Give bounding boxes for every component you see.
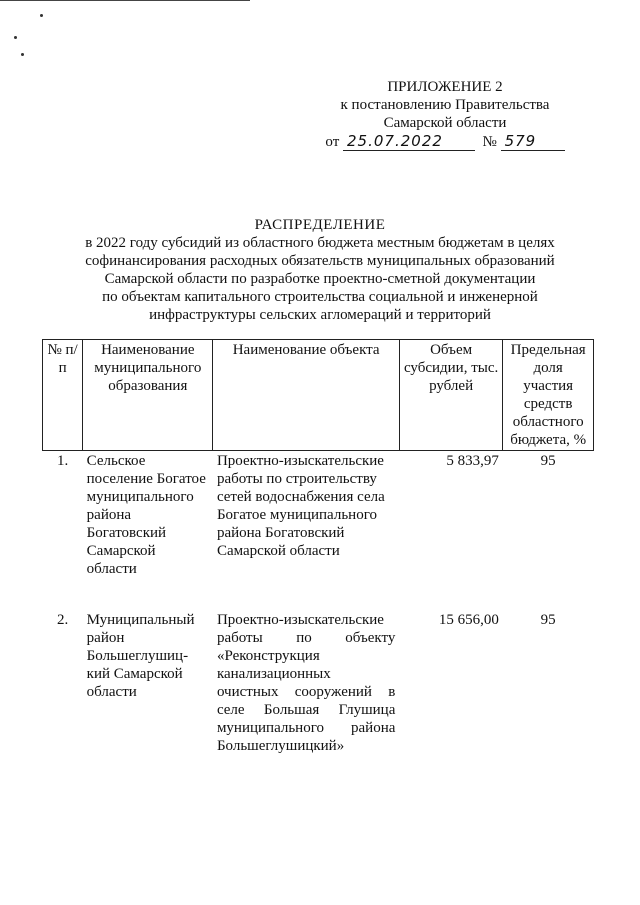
table-row — [43, 451, 594, 611]
table-row — [43, 610, 594, 756]
row-volume: 5 833,97 — [446, 453, 499, 469]
header-num: № п/п — [43, 340, 83, 451]
scan-edge-line — [0, 0, 250, 1]
subtitle-line: по объектам капитального строительства социальной и инженерной — [102, 289, 538, 305]
row-share: 95 — [540, 612, 556, 628]
row-num: 2. — [56, 612, 69, 628]
document-title — [40, 216, 600, 324]
appendix-from-row — [300, 132, 590, 151]
from-label: от — [325, 134, 340, 150]
scan-speck — [21, 53, 24, 56]
row-share: 95 — [540, 453, 556, 469]
handwritten-number: 579 — [501, 132, 565, 151]
scan-speck — [14, 36, 17, 39]
row-object: Проектно-изыскательские работы по объекту «Реконструкция канализационных очистных сооружений в селе Большая Глушица муниципального района Большеглушицкий» — [216, 612, 396, 754]
appendix-line2: Самарской области — [383, 115, 507, 131]
header-municipality: Наименование муниципального образования — [83, 340, 213, 451]
table-header-row — [43, 340, 594, 451]
subtitle-line: Самарской области по разработке проектно-сметной документации — [104, 271, 536, 287]
subtitle-line: в 2022 году субсидий из областного бюджета местным бюджетам в целях — [85, 235, 555, 251]
handwritten-date: 25.07.2022 — [343, 132, 475, 151]
row-object: Проектно-изыскательские работы по строительству сетей водоснабжения села Богатое муниципального района Богатовский Самарской области — [216, 453, 385, 559]
row-municipality: Муниципальный район Большеглушиц-кий Самарской области — [86, 612, 195, 700]
appendix-title: ПРИЛОЖЕНИЕ 2 — [387, 79, 503, 95]
appendix-header — [300, 78, 590, 151]
scan-speck — [40, 14, 43, 17]
subtitle-line: инфраструктуры сельских агломераций и территорий — [149, 307, 491, 323]
subtitle-line: софинансирования расходных обязательств муниципальных образований — [85, 253, 555, 269]
number-label: № — [482, 134, 497, 150]
document-heading: РАСПРЕДЕЛЕНИЕ — [254, 217, 386, 233]
header-object: Наименование объекта — [213, 340, 399, 451]
appendix-line1: к постановлению Правительства — [340, 97, 550, 113]
header-volume: Объем субсидии, тыс. рублей — [399, 340, 502, 451]
row-municipality: Сельское поселение Богатое муниципального района Богатовский Самарской области — [86, 453, 206, 577]
distribution-table — [42, 339, 594, 756]
row-volume: 15 656,00 — [438, 612, 499, 628]
header-share: Предельная доля участия средств областного бюджета, % — [503, 340, 594, 451]
row-num: 1. — [56, 453, 69, 469]
